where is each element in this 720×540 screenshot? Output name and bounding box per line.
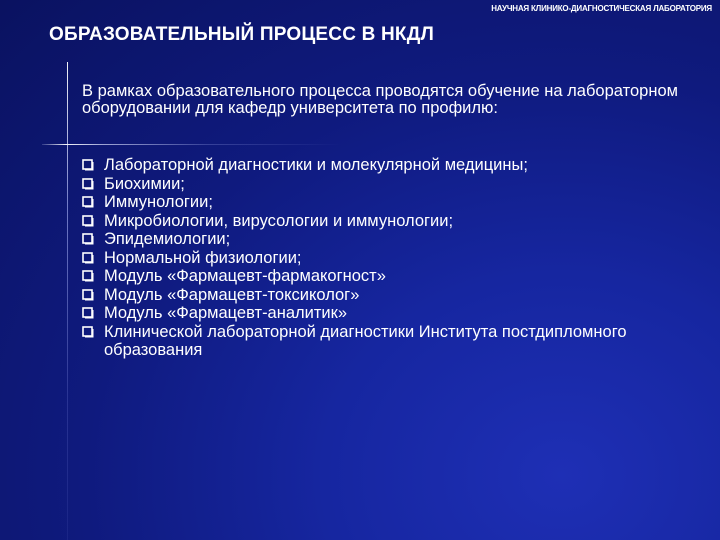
- list-item: [80, 175, 700, 194]
- list-item: [80, 286, 700, 305]
- slide-title: ОБРАЗОВАТЕЛЬНЫЙ ПРОЦЕСС В НКДЛ: [49, 24, 434, 45]
- hollow-square-bullet-icon: [80, 193, 95, 212]
- list-item-text: Модуль «Фармацевт-токсиколог»: [104, 285, 360, 304]
- list-item: [80, 267, 700, 286]
- hollow-square-bullet-icon: [80, 156, 95, 175]
- list-item-text: Биохимии;: [104, 174, 185, 193]
- list-item-text: Клинической лабораторной диагностики Института постдипломного образования: [104, 322, 627, 359]
- list-item: [80, 156, 700, 175]
- hollow-square-bullet-icon: [80, 323, 95, 342]
- hollow-square-bullet-icon: [80, 249, 95, 268]
- list-item-text: Иммунологии;: [104, 193, 213, 211]
- list-item: [80, 323, 700, 360]
- list-item-text: Модуль «Фармацевт-аналитик»: [104, 304, 348, 322]
- department-list: [80, 156, 700, 360]
- list-item: [80, 193, 700, 212]
- hollow-square-bullet-icon: [80, 230, 95, 249]
- hollow-square-bullet-icon: [80, 286, 95, 305]
- intro-paragraph: В рамках образовательного процесса проводятся обучение на лабораторном оборудовании для кафедр университета по профилю:: [82, 82, 678, 117]
- decorative-vertical-line: [67, 62, 68, 540]
- hollow-square-bullet-icon: [80, 175, 95, 194]
- list-item: [80, 230, 700, 249]
- list-item: [80, 304, 700, 323]
- header-caption: НАУЧНАЯ КЛИНИКО-ДИАГНОСТИЧЕСКАЯ ЛАБОРАТОРИЯ: [491, 4, 712, 13]
- hollow-square-bullet-icon: [80, 304, 95, 323]
- list-item: [80, 212, 700, 231]
- list-item-text: Микробиологии, вирусологии и иммунологии;: [104, 211, 454, 230]
- list-item-text: Нормальной физиологии;: [104, 248, 302, 267]
- list-item-text: Модуль «Фармацевт-фармакогност»: [104, 267, 386, 285]
- list-item-text: Лабораторной диагностики и молекулярной медицины;: [104, 156, 528, 174]
- list-item-text: Эпидемиологии;: [104, 230, 231, 248]
- decorative-horizontal-line: [42, 144, 342, 145]
- hollow-square-bullet-icon: [80, 267, 95, 286]
- list-item: [80, 249, 700, 268]
- hollow-square-bullet-icon: [80, 212, 95, 231]
